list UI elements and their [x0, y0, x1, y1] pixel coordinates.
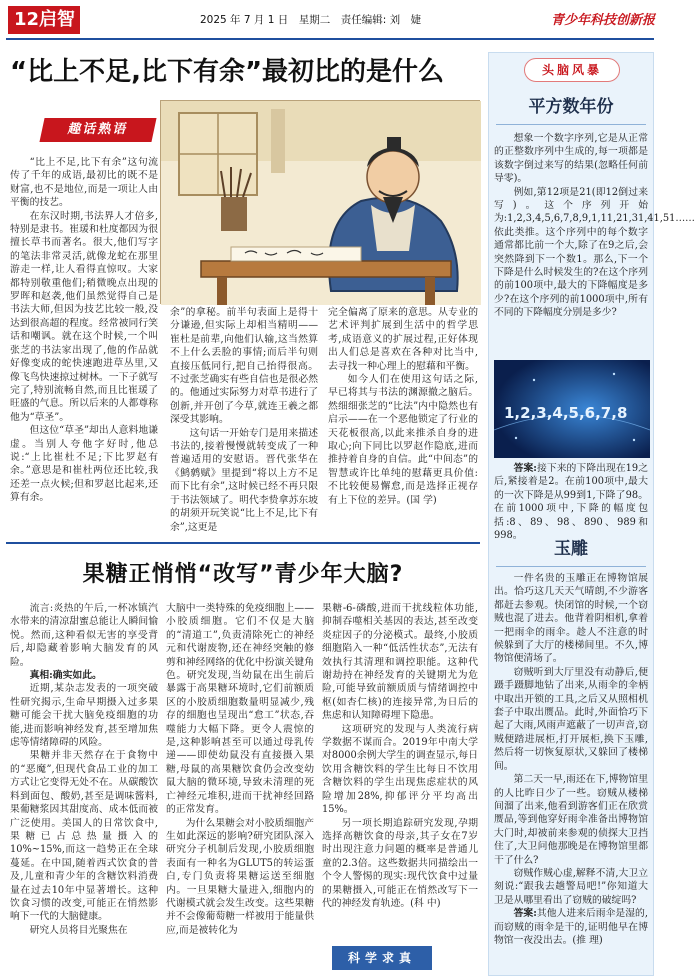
article1-column-2 [170, 306, 318, 536]
article1-para-secret: 余”的拿秘。前半句表面上是得十分谦逊,但实际上却相当精明——崔杜是前辈,向他们认输,这当然算不上什么丢脸的事情;而后半句则直接压低同行,把自己抬得很高。不过张芝确实有些自信也是很必然的。他通过实际努力对草书进行了创新,并开创了今草,就连王羲之都深受其影响。 [170, 307, 318, 426]
puzzle2-body [494, 572, 648, 976]
puzzle1-title: 平方数年份 [528, 97, 614, 117]
number-sequence-svg [494, 360, 650, 458]
article2-column-1 [10, 602, 158, 976]
article1-para-history: 在东汉时期,书法界人才倍多,特别是隶书。崔瑗和杜度都因为很擅长草书而著名。很大,他们写字的笔法非常灵活,就像龙蛇在那里游走一样,让人看得直惊叹。大家都特别敬重他们;稍微晚点出现的罗晖和赵袭,他们虽然觉得自己是书法大师,但因为技艺比较一般,没达到很高超的程度。经常被同行笑话和嘲讽。就在这个时候,一个叫张芝的书法家出现了,他的作品就好像变成的蛇快速跑进草丛里,又像飞鸟快速掠过树林。一下子就写完了,特别流畅自然,而且比崔瑗了旺盛的气息。所以后来的人都尊称他为“草圣”。 [10, 210, 158, 423]
puzzle2-title: 玉雕 [554, 539, 588, 559]
article1-para-meaning: 完全偏离了原来的意思。从专业的艺术评判扩展到生活中的哲学思考,成语意义的扩展过程,正好体现出人们总是喜欢在各种对比当中,去寻找一种心理上的慰藉和平衡。 [328, 307, 478, 372]
article2-para-rumor: 流言:炎热的午后,一杯冰镇汽水带来的清凉甜蜜总能让人瞬间愉悦。然而,这种看似无害的享受背后,却隐藏着影响大脑发育的风险。 [10, 603, 158, 668]
puzzle2-rule [496, 566, 646, 567]
puzzle2-para-4: 窃贼作贼心虚,解释不清,大卫立刻说:“跟我去趟警局吧!”你知道大卫是从哪里看出了窃贼的破绽吗? [494, 867, 648, 906]
puzzle1-para-intro: 想象一个数字序列,它是从正常的正整数序列中生成的,每一项都是该数字倒过来写的结果(忽略任何前导零)。 [494, 133, 648, 185]
article1-title: “比上不足,比下有余”最初比的是什么 [10, 57, 445, 87]
article1-badge-label: 趣话熟语 [39, 118, 156, 142]
puzzle2-para-1: 一件名贵的玉雕正在博物馆展出。恰巧这几天天气晴朗,不少游客都赶去参观。快闭馆的时候,一个窃贼也混了进去。他背着阴相机,拿着一把雨伞的雨伞。趁人不注意的时候躲到了大厅的楼梯间里。不久,博物馆便清场了。 [494, 573, 648, 665]
article1-para-humble: 但这位“草圣”却出人意料地谦虚。当别人夸他字好时,他总说:“上比崔杜不足;下比罗赵有余。”意思是和崔杜两位还比较,我还差一点火候;但和罗赵比起来,还算有余。 [10, 425, 158, 504]
article1-para-today: 如今人们在使用这句话之际,早已将其与书法的渊源撤之脑后。然细细张芝的“比法”内中隐然也有启示——在一个恶他锁定了行业的天花板很高,以此来推杀自身的进取心;向下同比以罗赵作隐底,进而推持着自身的自信。此“中间态”的智慧或许比单纯的慰藉更具价值:不比较便易懈怠,而是选择正视存有上下位的差异。(国 学) [328, 374, 478, 506]
article2-section-badge: 科学求真 [332, 946, 432, 970]
article2-para-metabolism: 果糖-6-磷酸,进而干扰线粒体功能,抑制吞噬相关基因的表达,甚至改变炎症因子的分泌模式。最终,小胶质细胞陷入一种“低活性状态”,无法有效执行其清理和调控职能。这种代谢劫持在神经发育的关键期尤为危险,可能导致前额质质与情绪调控中枢(如杏仁核)的连接异常,为日后的焦虑和认知障碍埋下隐患。 [322, 603, 478, 722]
puzzle2-answer-para [494, 907, 648, 947]
puzzle1-answer-text: 接下来的下降出现在19之后,紧接着是2。在前100项中,最大的一次下降是从99到1,下降了98。在前1000项中,下降的幅度包括:8、89、98、890、989和998。 [494, 463, 648, 542]
puzzle2-para-3: 第二天一早,雨还在下,博物馆里的人比昨日少了一些。窃贼从楼梯间溜了出来,他看到游客们正在欣赏赝品,等到他穿好雨伞准备出博物馆大门时,却被前来参观的侦探大卫挡住了,大卫问他那晚是在博物馆里都干了什么? [494, 774, 648, 866]
calligrapher-illustration [160, 100, 480, 304]
page-number-tag: 12启智 [8, 6, 80, 34]
article2-para-epidemiology: 这项研究的发现与人类流行病学数据不谋而合。2019年中南大学对8000余例大学生的调查显示,每日饮用含糖饮料的学生比每日不饮用含糖饮料的学生出现焦虑症状的风险增加28%,抑郁评分平均高出15%。 [322, 723, 478, 816]
puzzle2-answer-label: 答案: [513, 908, 537, 920]
puzzle2-para-2: 窃贼听到大厅里没有动静后,便蹑手蹑脚地钻了出来,从雨伞的伞柄中取出开锁的工具,之后又从照相机套子中取出赝品。此时,外面恰巧下起了大雨,风雨声遮蔽了一切声音,窃贼便踏进展柜,打开展柜,换下玉雕,然后将一切恢复原状,又躲回了楼梯间。 [494, 666, 648, 772]
article2-para-mechanism: 为什么果糖会对小胶质细胞产生如此深远的影响?研究团队深入研究分子机制后发现,小胶质细胞表面有一种名为GLUT5的转运蛋白,专门负责将果糖运送至细胞内。一旦果糖大量进入,细胞内的代谢模式就会发生改变。这些果糖并不会像葡萄糖一样被用于能量供应,而是被转化为 [166, 817, 314, 936]
sequence-image-text: 1,2,3,4,5,6,7,8 [504, 404, 628, 422]
article2-para-focus: 研究人员将目光聚焦在 [29, 924, 128, 936]
article1-column-3 [328, 306, 478, 536]
article2-column-2 [166, 602, 314, 976]
puzzle1-answer-label: 答案: [513, 463, 537, 474]
sidebar-section-tag: 头脑风暴 [524, 58, 620, 82]
article2-title: 果糖正悄悄“改写”青少年大脑? [82, 562, 404, 587]
article1-column-1 [10, 156, 158, 536]
article2-para-fructose: 果糖并非天然存在于食物中的“恶魔”,但现代食品工业的加工方式让它变得无处不在。从碳酸饮料到面包、酸奶,甚至是调味酱料,果葡糖浆因其甜度高、成本低而被广泛使用。美国人的日常饮食中,果糖已占总热量摄入的10%~15%,而这一趋势正在全球蔓延。在中国,随着西式饮食的普及,儿童和青少年的含糖饮料消费量在过去10年中显著增长。这种饮食习惯的改变,可能正在悄然影响下一代的大脑健康。 [10, 750, 158, 923]
article2-column-3 [322, 602, 478, 944]
date-editor-line: 2025 年 7 月 1 日 星期二 责任编辑: 刘 婕 [200, 14, 422, 26]
number-sequence-image [494, 360, 650, 458]
calligrapher-illustration-svg [161, 101, 481, 305]
article1-section-badge [42, 118, 154, 144]
article2-para-followup: 另一项长期追踪研究发现,孕期选择高糖饮食的母亲,其子女在7岁时出现注意力问题的概率是普通儿童的2.3倍。这些数据共同描绘出一个令人警惕的现实:现代饮食中过量的果糖摄入,可能正在悄然改写下一代的神经发育轨迹。(科 中) [322, 817, 478, 909]
article2-para-truth: 真相:确实如此。 [29, 670, 102, 682]
puzzle1-rule [496, 124, 646, 125]
article1-para-evolution: 这句话一开始专门是用来描述书法的,接着慢慢就转变成了一种普遍适用的安慰语。晋代张华在《鹪鹩赋》里提到“将以上方不足而下比有余”,这时候已经不再只限于书法领域了。明代李贽拿苏东坡的胡须开玩笑说“比上不足,比下有余”,这更是 [170, 427, 318, 533]
article2-para-microglia: 大脑中一类特殊的免疫细胞上——小胶质细胞。它们不仅是大脑的“清道工”,负责清除死亡的神经元和代谢废物,还在神经突触的修剪和神经网络的优化中扮演关键角色。研究发现,当幼鼠在出生前后暴露于高果糖环境时,它们前额质区的小胶质细胞数量明显减少,残存的细胞也呈现出“怠工”状态,吞噬能力大幅下降。更令人震惊的是,这种影响甚至可以通过母乳传递——即使幼鼠没有直接摄入果糖,母鼠的高果糖饮食仍会改变幼鼠大脑的微环境,导致未清理的死亡神经元堆积,进而干扰神经回路的正常发育。 [166, 603, 314, 816]
puzzle1-para-question: 例如,第12项是21(即12倒过来写)。这个序列开始为:1,2,3,4,5,6,7,8,9,1,11,21,31,41,51……依此类推。这个序列中的每个数字通常都比前一个大,除了在9之后,会突然降到下一个数1。那么,下一个下降是什么时候发生的?在这个序列的前100项中,最大的下降幅度是多少?在这个序列的前1000项中,所有不同的下降幅度分别是多少? [494, 186, 695, 319]
article2-para-research: 近期,某杂志发表的一项突破性研究揭示,生命早期摄入过多果糖可能会干扰大脑免疫细胞的功能,进而影响神经发育,甚至增加焦虑等情绪障碍的风险。 [10, 683, 158, 749]
article1-para-lead: “比上不足,比下有余”这句流传了千年的成语,最初比的既不是财富,也不是地位,而是一项让人由平衡的技艺。 [10, 157, 158, 209]
puzzle2-answer-text: 其他人进来后雨伞是湿的,而窃贼的雨伞是干的,证明他早在博物馆一夜没出去。(推 理) [494, 908, 648, 946]
puzzle1-answer-para [494, 462, 648, 542]
puzzle1-body [494, 132, 695, 354]
header-rule [6, 38, 654, 40]
newspaper-logo: 青少年科技创新报 [550, 13, 655, 28]
